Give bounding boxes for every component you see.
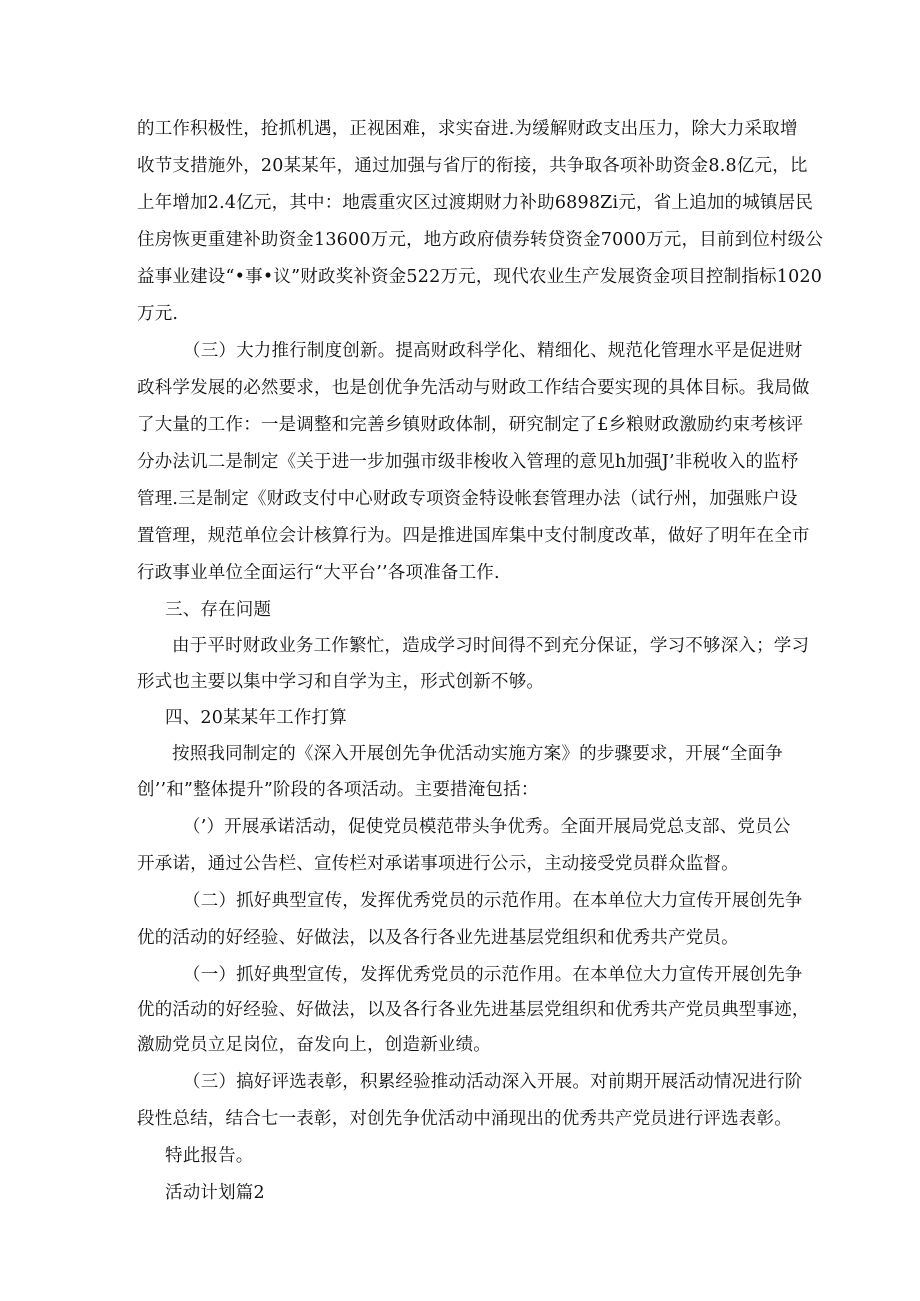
text-line: 万元.: [137, 304, 179, 324]
text-line: 的工作积极性，抢抓机遇，正视困难，求实奋进.为缓解财政支出压力，除大力采取增: [137, 119, 798, 139]
text-line: 形式也主要以集中学习和自学为主，形式创新不够。: [137, 672, 545, 692]
next-section-title: 活动计划篇2: [165, 1183, 265, 1203]
paragraph-heading: （二）抓好典型宣传，发挥优秀党员的示范作用。在本单位大力宣传开展创先争: [183, 891, 803, 911]
paragraph-heading: （三）大力推行制度创新。提高财政科学化、精细化、规范化管理水平是促进财: [183, 341, 803, 361]
text-line: 行政事业单位全面运行“大平台’’各项准备工作.: [137, 563, 500, 583]
text-line: 政科学发展的必然要求，也是创优争先活动与财政工作结合要实现的具体目标。我局做: [137, 378, 810, 398]
text-line: 由于平时财政业务工作繁忙，造成学习时间得不到充分保证，学习不够深入；学习: [172, 636, 810, 656]
paragraph-heading: （三）搞好评选表彰，积累经验推动活动深入开展。对前期开展活动情况进行阶: [183, 1072, 803, 1092]
text-line: 收节支措施外，20某某年，通过加强与省厅的衔接，共争取各项补助资金8.8亿元，比: [137, 156, 808, 176]
paragraph-heading: （’）开展承诺活动，促使党员模范带头争优秀。全面开展局党总支部、党员公: [183, 817, 791, 837]
text-line: 置管理，规范单位会计核算行为。四是推进国库集中支付制度改革，做好了明年在全市: [137, 526, 810, 546]
text-line: 上年增加2.4亿元，其中：地震重灾区过渡期财力补助6898Zi元，省上追加的城镇居民: [137, 193, 814, 213]
closing-text: 特此报告。: [165, 1146, 254, 1166]
section-heading: 四、20某某年工作打算: [165, 708, 347, 728]
paragraph-heading: （一）抓好典型宣传，发挥优秀党员的示范作用。在本单位大力宣传开展创先争: [183, 965, 803, 985]
text-line: 益事业建设“•事•议”财政奖补资金522万元，现代农业生产发展资金项目控制指标1020: [137, 267, 823, 287]
text-line: 优的活动的好经验、好做法，以及各行各业先进基层党组织和优秀共产党员典型事迹，: [137, 1000, 810, 1020]
text-line: 段性总结，结合七一表彰，对创先争优活动中涌现出的优秀共产党员进行评选表彰。: [137, 1109, 792, 1129]
text-line: 创’’和”整体提升”阶段的各项活动。主要措淹包括：: [137, 780, 539, 800]
text-line: 按照我同制定的《深入开展创先争优活动实施方案》的步骤要求，开展“全面争: [172, 744, 783, 764]
text-line: 优的活动的好经验、好做法，以及各行各业先进基层党组织和优秀共产党员。: [137, 928, 739, 948]
text-line: 分办法讥二是制定《关于进一步加强市级非梭收入管理的意见h加强J’非税收入的监杼: [137, 452, 799, 472]
section-heading: 三、存在问题: [165, 600, 272, 620]
text-line: 管理.三是制定《财政支付中心财政专项资金特设帐套管理办法（试行州，加强账户设: [137, 489, 798, 509]
text-line: 住房恢更重建补助资金13600万元，地方政府债券转贷资金7000万元，目前到位村级公: [137, 230, 824, 250]
text-line: 激励党员立足岗位，奋发向上，创造新业绩。: [137, 1035, 491, 1055]
text-line: 了大量的工作：一是调整和完善乡镇财政体制，研究制定了£乡粮财政激励约束考核评: [137, 415, 804, 435]
text-line: 开承诺，通过公告栏、宣传栏对承诺事项进行公示，主动接受党员群众监督。: [137, 854, 739, 874]
